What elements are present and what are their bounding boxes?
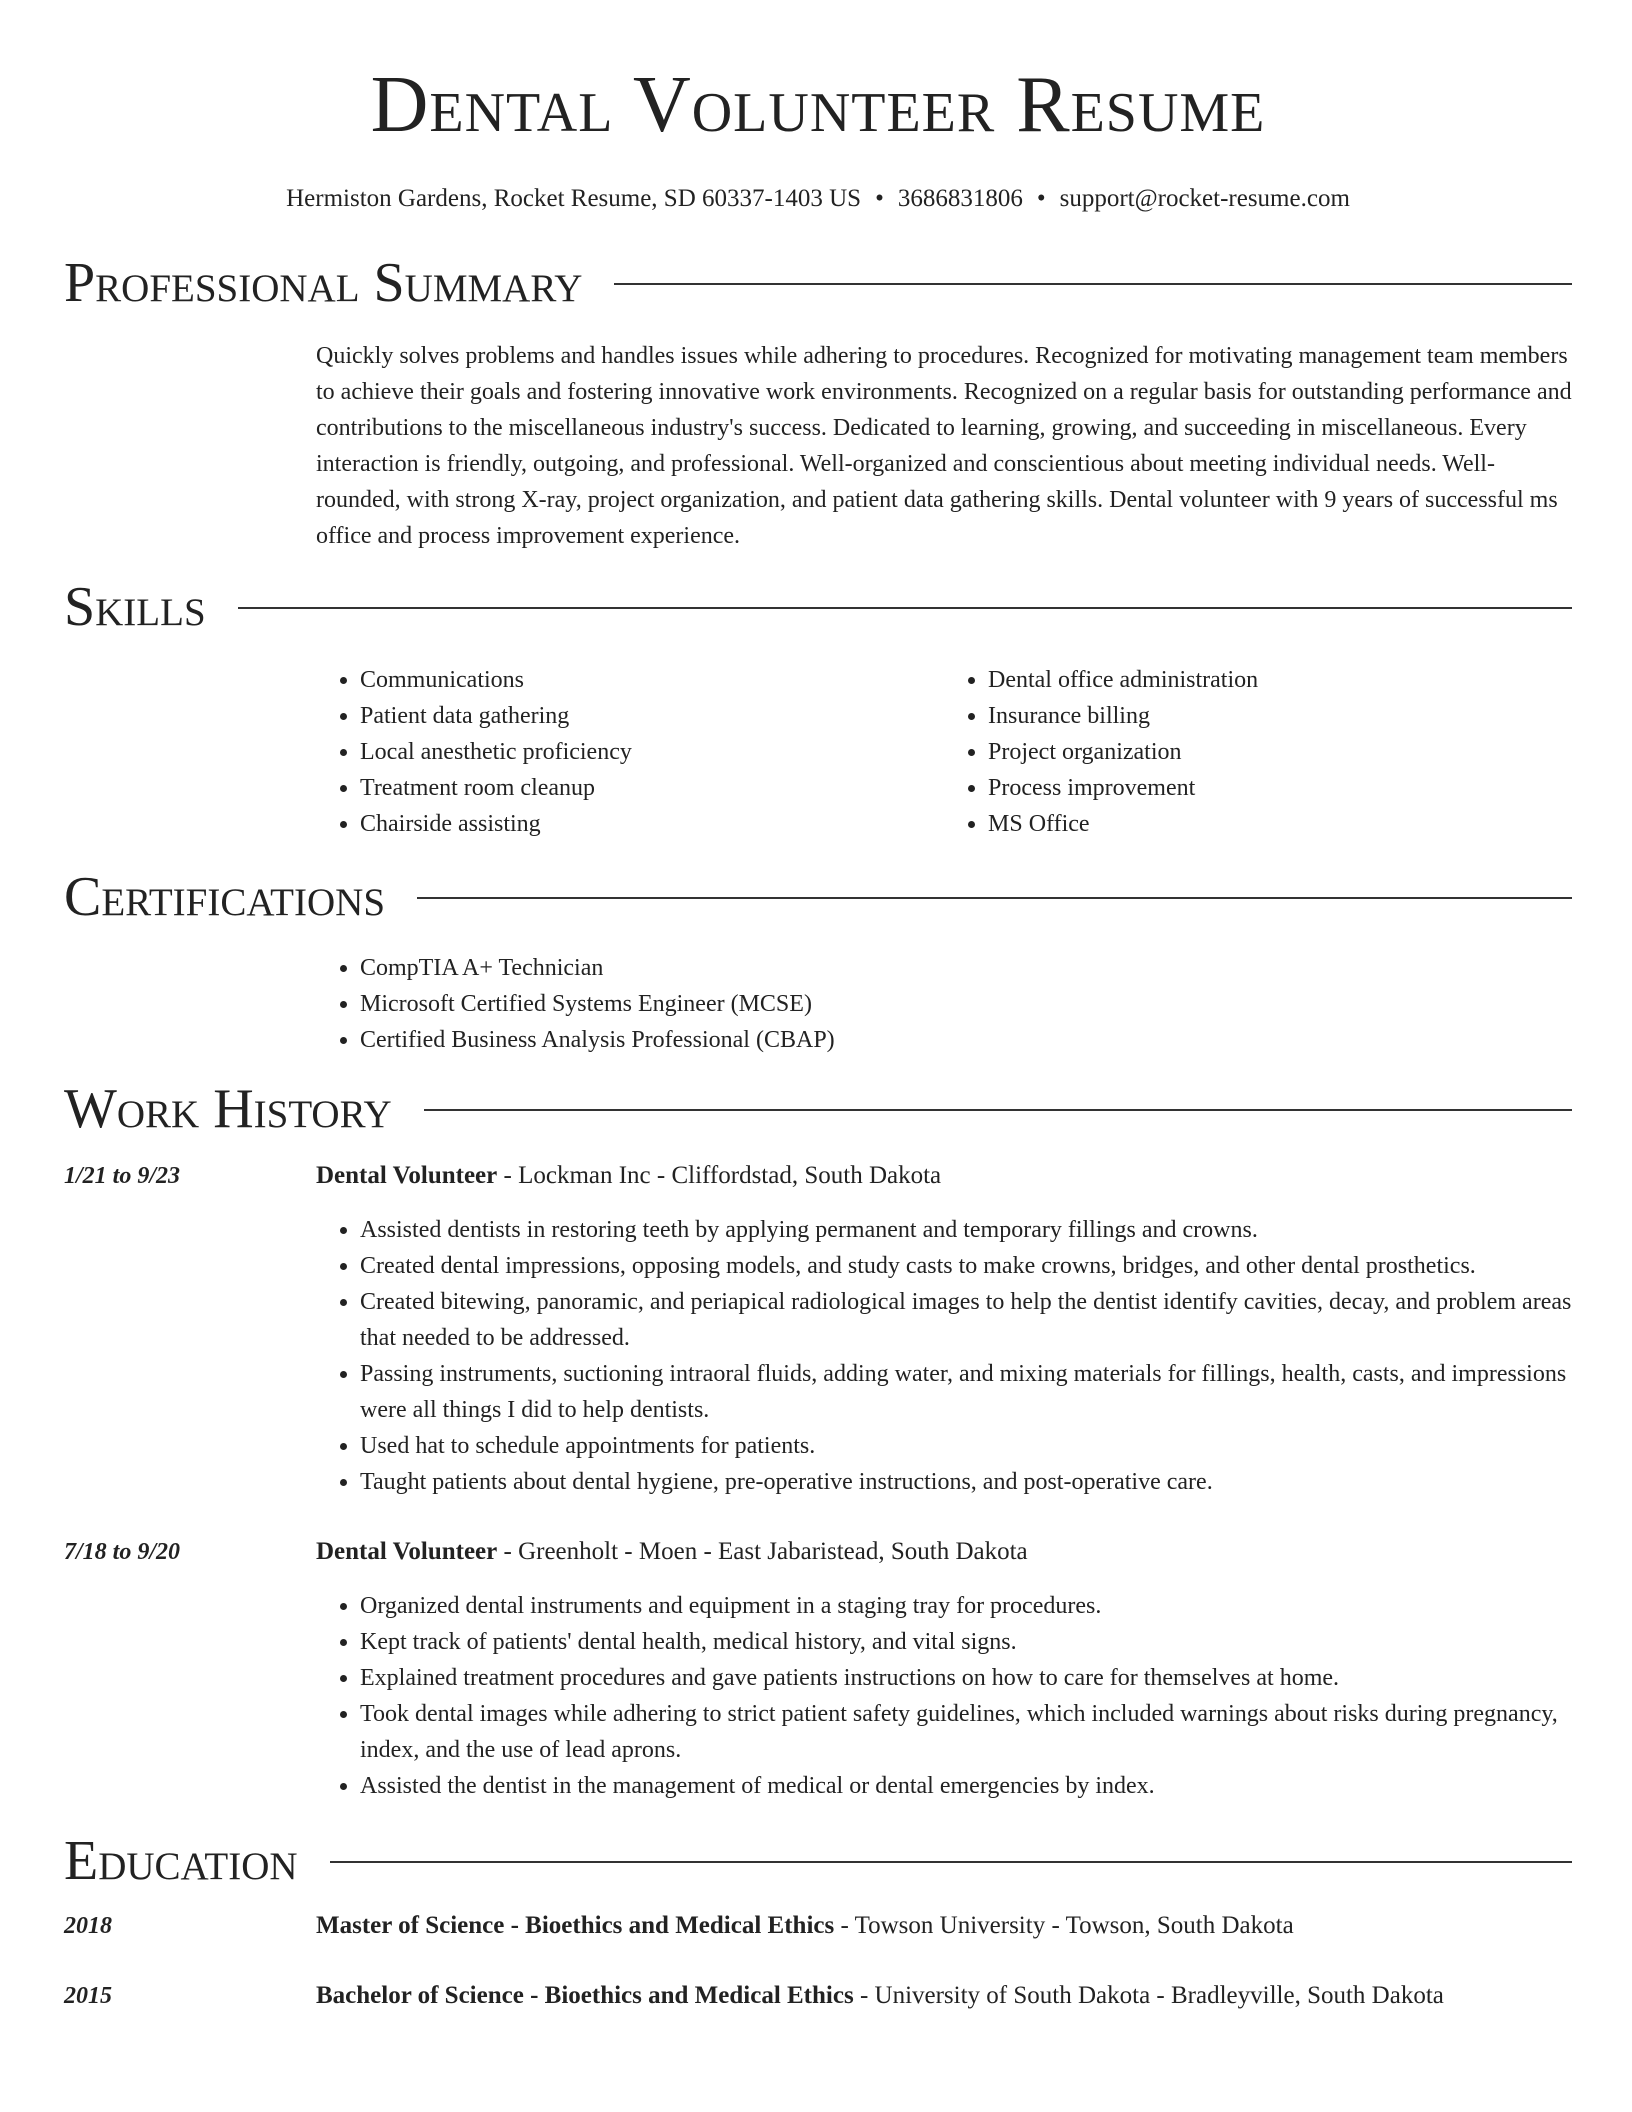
job-company-location: - Greenholt - Moen - East Jabaristead, South Dakota — [497, 1538, 1028, 1565]
skill-item: • Dental office administration — [988, 662, 1572, 698]
skill-item: • Patient data gathering — [360, 698, 944, 734]
education-entry — [64, 1908, 1572, 1944]
job-duty: • Passing instruments, suctioning intraoral fluids, adding water, and mixing materials for fillings, health, casts, and impressions were all things I did to help dentists. — [360, 1356, 1572, 1428]
job-title-line — [316, 1158, 1572, 1194]
contact-separator: • — [875, 185, 884, 212]
job-duty: • Took dental images while adhering to strict patient safety guidelines, which included warnings about risks during pregnancy, index, and the use of lead aprons. — [360, 1696, 1572, 1768]
skills-section-header — [64, 572, 1572, 642]
contact-line — [64, 184, 1572, 214]
education-school-location: - Towson University - Towson, South Dakota — [834, 1912, 1294, 1939]
summary-text: Quickly solves problems and handles issues while adhering to procedures. Recognized for motivating management team members to achieve their goals and fostering innovative work environments. Recognized on a regular basis for outstanding performance and contributions to the miscellaneous industry's success. Dedicated to learning, growing, and succeeding in miscellaneous. Every interaction is friendly, outgoing, and professional. Well-organized and conscientious about meeting individual needs. Well-rounded, with strong X-ray, project organization, and patient data gathering skills. Dental volunteer with 9 years of successful ms office and process improvement experience. — [316, 343, 1572, 549]
summary-section — [316, 338, 1572, 554]
job-company-location: - Lockman Inc - Cliffordstad, South Dakota — [497, 1162, 942, 1189]
education-school-location: - University of South Dakota - Bradleyville, South Dakota — [853, 1982, 1444, 2009]
education-title-line — [316, 1978, 1572, 2014]
section-divider — [330, 1861, 1572, 1863]
job-duties-list — [316, 1212, 1572, 1500]
education-heading: Education — [64, 1830, 298, 1892]
skill-item: • MS Office — [988, 806, 1572, 842]
job-role: Dental Volunteer — [316, 1538, 498, 1565]
certifications-heading: Certifications — [64, 866, 386, 928]
work-history-heading: Work History — [64, 1078, 392, 1140]
contact-separator: • — [1036, 185, 1046, 212]
skills-heading: Skills — [64, 576, 206, 638]
education-body — [316, 1978, 1572, 2014]
job-duty: • Kept track of patients' dental health, medical history, and vital signs. — [360, 1624, 1572, 1660]
skills-section — [316, 662, 1572, 842]
contact-address: Hermiston Gardens, Rocket Resume, SD 60337-1403 US — [286, 185, 862, 212]
job-entry — [64, 1158, 1572, 1500]
education-year: 2015 — [64, 1983, 112, 2009]
skill-item: • Process improvement — [988, 770, 1572, 806]
certification-item: • Certified Business Analysis Professional (CBAP) — [360, 1022, 1572, 1058]
job-duties-list — [316, 1588, 1572, 1804]
skill-item: • Chairside assisting — [360, 806, 944, 842]
job-duty: • Assisted the dentist in the management of medical or dental emergencies by index. — [360, 1768, 1572, 1804]
job-duty: • Organized dental instruments and equipment in a staging tray for procedures. — [360, 1588, 1572, 1624]
job-title-line — [316, 1534, 1572, 1570]
education-degree: Master of Science - Bioethics and Medical Ethics — [316, 1912, 835, 1939]
work-history-section-header — [64, 1074, 1572, 1144]
section-divider — [614, 283, 1572, 285]
skill-item: • Treatment room cleanup — [360, 770, 944, 806]
job-duty: • Used hat to schedule appointments for patients. — [360, 1428, 1572, 1464]
skills-list-left — [316, 662, 944, 842]
contact-email: support@rocket-resume.com — [1059, 185, 1350, 212]
certifications-section-header — [64, 862, 1572, 932]
section-divider — [238, 607, 1572, 609]
job-duty: • Created bitewing, panoramic, and periapical radiological images to help the dentist identify cavities, decay, and problem areas that needed to be addressed. — [360, 1284, 1572, 1356]
skill-item: • Insurance billing — [988, 698, 1572, 734]
education-body — [316, 1908, 1572, 1944]
job-duty: • Assisted dentists in restoring teeth by applying permanent and temporary fillings and crowns. — [360, 1212, 1572, 1248]
job-duty: • Taught patients about dental hygiene, pre-operative instructions, and post-operative care. — [360, 1464, 1572, 1500]
education-section-header — [64, 1826, 1572, 1896]
job-role: Dental Volunteer — [316, 1162, 498, 1189]
job-entry — [64, 1534, 1572, 1804]
certifications-list — [316, 950, 1572, 1058]
skills-list-right — [944, 662, 1572, 842]
education-title-line — [316, 1908, 1572, 1944]
certifications-section — [316, 950, 1572, 1058]
skill-item: • Project organization — [988, 734, 1572, 770]
certification-item: • Microsoft Certified Systems Engineer (MCSE) — [360, 986, 1572, 1022]
summary-heading: Professional Summary — [64, 252, 583, 314]
skill-item: • Local anesthetic proficiency — [360, 734, 944, 770]
education-year: 2018 — [64, 1913, 112, 1939]
summary-section-header — [64, 248, 1572, 318]
job-dates: 7/18 to 9/20 — [64, 1539, 181, 1565]
job-duty: • Explained treatment procedures and gave patients instructions on how to care for themselves at home. — [360, 1660, 1572, 1696]
job-body — [316, 1158, 1572, 1500]
resume-title: Dental Volunteer Resume — [370, 61, 1266, 149]
job-duty: • Created dental impressions, opposing models, and study casts to make crowns, bridges, and other dental prosthetics. — [360, 1248, 1572, 1284]
skill-item: • Communications — [360, 662, 944, 698]
contact-phone: 3686831806 — [897, 185, 1023, 212]
job-body — [316, 1534, 1572, 1804]
certification-item: • CompTIA A+ Technician — [360, 950, 1572, 986]
education-entry — [64, 1978, 1572, 2014]
section-divider — [417, 897, 1572, 899]
section-divider — [424, 1109, 1572, 1111]
job-dates: 1/21 to 9/23 — [64, 1163, 181, 1189]
education-degree: Bachelor of Science - Bioethics and Medical Ethics — [316, 1982, 854, 2009]
